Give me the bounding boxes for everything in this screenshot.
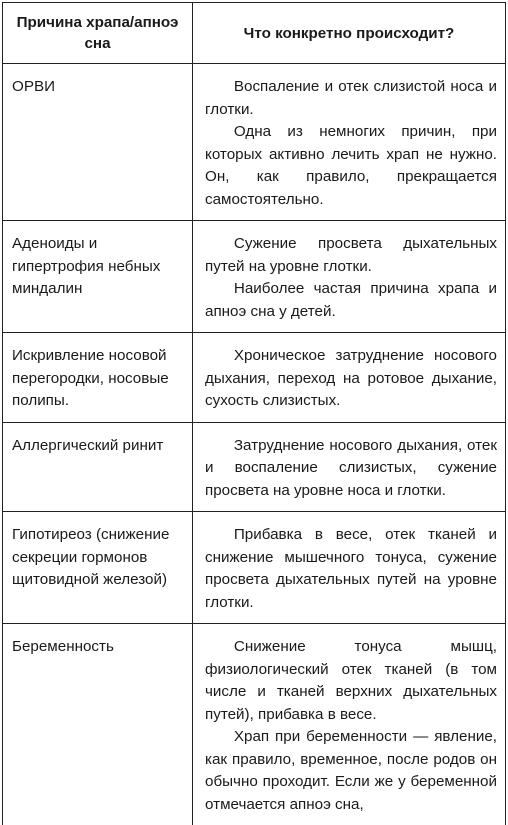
description-paragraph: Снижение тонуса мышц, физиологический отек тканей (в том числе и тканей верхних дыхательных путей), прибавка в весе. (205, 636, 497, 726)
table-header (3, 3, 506, 64)
description-paragraph: Воспаление и отек слизистой носа и глотки. (205, 76, 497, 121)
header-cause: Причина храпа/апноэ сна (3, 3, 193, 64)
table-row (3, 624, 506, 825)
cause-cell: ОРВИ (3, 64, 193, 221)
cause-cell: Аллергический ринит (3, 422, 193, 512)
cause-cell: Аденоиды и гипертрофия небных миндалин (3, 221, 193, 333)
description-paragraph: Одна из немногих причин, при которых активно лечить храп не нужно. Он, как правило, прекращается самостоятельно. (205, 121, 497, 211)
description-cell (193, 64, 506, 221)
table-row (3, 422, 506, 512)
description-cell (193, 624, 506, 825)
description-cell (193, 221, 506, 333)
header-description: Что конкретно происходит? (193, 3, 506, 64)
description-paragraph: Наиболее частая причина храпа и апноэ сна у детей. (205, 278, 497, 323)
cause-cell: Беременность (3, 624, 193, 825)
description-paragraph: Сужение просвета дыхательных путей на уровне глотки. (205, 233, 497, 278)
table-row (3, 333, 506, 423)
description-cell (193, 333, 506, 423)
description-paragraph: Храп при беременности — явление, как правило, временное, после родов он обычно проходит. Если же у беременной отмечается апноэ сна, (205, 726, 497, 816)
table-row (3, 64, 506, 221)
description-cell (193, 422, 506, 512)
header-row (3, 3, 506, 64)
snoring-causes-table (2, 2, 506, 825)
description-paragraph: Затруднение носового дыхания, отек и воспаление слизистых, сужение просвета на уровне носа и глотки. (205, 435, 497, 503)
table-row (3, 221, 506, 333)
description-paragraph: Хроническое затруднение носового дыхания, переход на ротовое дыхание, сухость слизистых. (205, 345, 497, 413)
table-body (3, 64, 506, 825)
description-cell (193, 512, 506, 624)
cause-cell: Гипотиреоз (снижение секреции гормонов щитовидной железой) (3, 512, 193, 624)
table-row (3, 512, 506, 624)
cause-cell: Искривление носовой перегородки, носовые полипы. (3, 333, 193, 423)
description-paragraph: Прибавка в весе, отек тканей и снижение мышечного тонуса, сужение просвета дыхательных путей на уровне глотки. (205, 524, 497, 614)
